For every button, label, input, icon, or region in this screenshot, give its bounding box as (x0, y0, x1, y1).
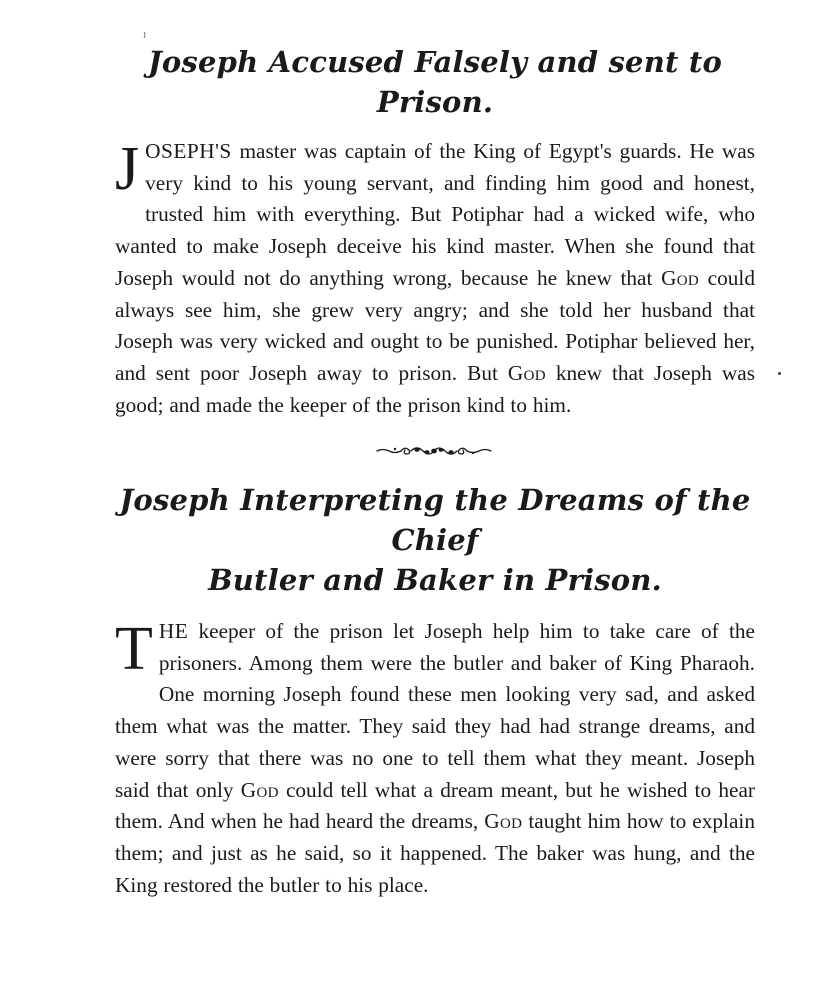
small-caps-word: God (661, 265, 700, 290)
paragraph-text: could always see him, she grew very angry; and she told her husband that Joseph was very wicked and ought to be punished. Potiphar believed her, and sent poor Joseph away to prison. But (115, 265, 755, 385)
story-paragraph (115, 616, 755, 901)
stray-mark-icon (143, 32, 147, 38)
small-caps-word: God (240, 777, 279, 802)
drop-cap: J (115, 135, 140, 203)
paragraph-text: taught him how to explain them; and just as he said, so it happened. The baker was hung, and the King restored the butler to his place. (115, 809, 755, 897)
section-title: Joseph Accused Falsely and sent to Prison. (147, 45, 723, 119)
section-title-line: Butler and Baker in Prison. (208, 563, 662, 597)
lead-caps: HE (158, 619, 189, 643)
stray-dot-icon (778, 372, 781, 375)
paragraph-text: could tell what a dream meant, but he wished to hear them. And when he had heard the dreams, (115, 777, 755, 834)
paragraph-text: keeper of the prison let Joseph help him to take care of the prisoners. Among them were the butler and baker of King Pharaoh. One morning Joseph found these men looking very sad, and asked them what was the matter. They said they had had strange dreams, and were sorry that there was no one to tell them what they meant. Joseph said that only (115, 619, 755, 802)
story-section-joseph-interpreting (115, 480, 755, 901)
lead-caps: OSEPH'S (145, 139, 232, 163)
paragraph-text: knew that Joseph was good; and made the keeper of the prison kind to him. (115, 360, 755, 417)
small-caps-word: God (507, 360, 546, 385)
story-section-joseph-accused (115, 42, 755, 421)
small-caps-word: God (484, 809, 523, 834)
drop-cap: T (115, 615, 153, 683)
section-title (115, 480, 755, 600)
story-paragraph (115, 136, 755, 421)
paragraph-text: master was captain of the King of Egypt's guards. He was very kind to his young servant, and finding him good and honest, trusted him with everything. But Potiphar had a wicked wife, who wanted to make Joseph deceive his kind master. When she found that Joseph would not do anything wrong, because he knew that (115, 139, 755, 290)
section-title-line: Joseph Interpreting the Dreams of the Chief (119, 483, 751, 557)
ornamental-scroll-divider-icon (375, 440, 493, 460)
